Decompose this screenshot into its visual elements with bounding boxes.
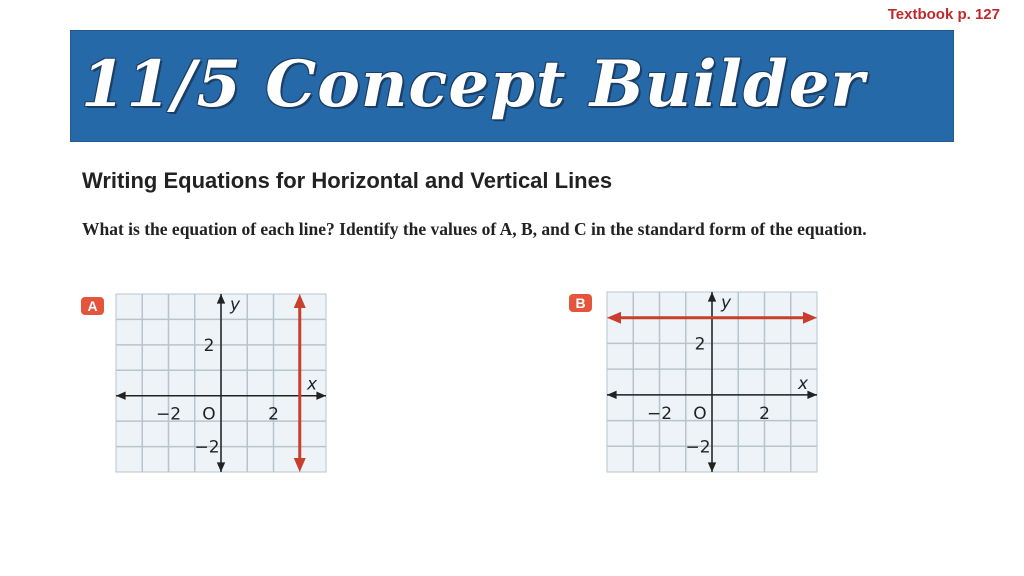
tick-label-y-neg: −2 — [685, 437, 711, 458]
question-text: What is the equation of each line? Identify the values of A, B, and C in the standard form of the equation. — [82, 219, 867, 239]
tick-label-y-pos: 2 — [203, 335, 215, 356]
graph-a — [112, 290, 330, 476]
tick-label-y-pos: 2 — [694, 334, 706, 355]
graph-b-badge: B — [569, 294, 592, 312]
title-banner — [70, 30, 954, 142]
x-axis-label: x — [797, 373, 809, 394]
y-axis-label: y — [229, 295, 241, 315]
y-axis-label: y — [720, 293, 732, 313]
section-heading: Writing Equations for Horizontal and Vertical Lines — [82, 168, 613, 193]
tick-label-x-neg: −2 — [646, 403, 673, 424]
graph-b — [603, 288, 821, 476]
textbook-reference: Textbook p. 127 — [887, 6, 1000, 23]
tick-label-x-pos: 2 — [759, 403, 770, 424]
page-title: 11/5 Concept Builder — [81, 47, 866, 122]
tick-label-x-neg: −2 — [155, 404, 182, 425]
x-axis-label: x — [306, 374, 318, 395]
origin-label: O — [202, 404, 216, 425]
graph-a-badge: A — [81, 297, 104, 315]
origin-label: O — [693, 403, 707, 424]
tick-label-y-neg: −2 — [194, 437, 220, 458]
tick-label-x-pos: 2 — [268, 404, 279, 425]
